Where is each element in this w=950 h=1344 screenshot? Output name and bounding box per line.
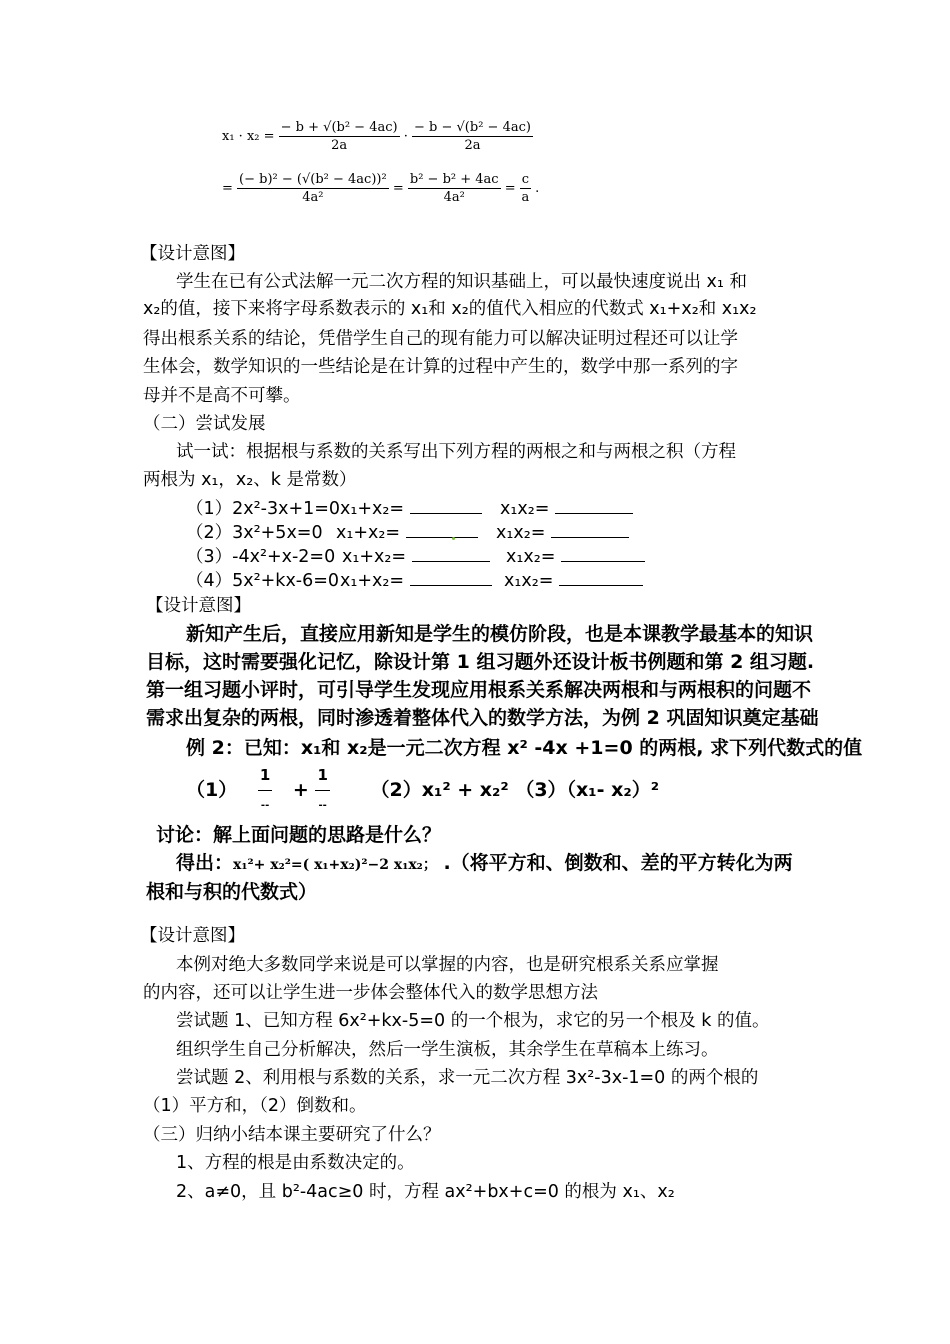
equals-sign: = [222,181,233,196]
equals-sign: = [504,181,516,196]
fraction-3-denominator: 4a² [302,190,324,205]
formula-lhs: x₁ · x₂ = [222,129,275,144]
formula-line-2 [222,172,539,205]
intro-line: 试一试：根据根与系数的关系写出下列方程的两根之和与两根之积（方程 [176,442,736,462]
marker-dot [452,537,455,540]
paragraph-line: 需求出复杂的两根，同时渗透着整体代入的数学方法，为例 2 巩固知识奠定基础 [146,707,819,729]
fraction-4 [408,172,501,205]
fraction-1-denominator: 2a [331,138,348,153]
sum-blank[interactable]: x₁+x₂= [340,569,492,593]
product-blank[interactable]: x₁x₂= [504,569,643,593]
section-heading-3: （三）归纳小结本课主要研究了什么？ [143,1125,441,1145]
reciprocal-fraction-2: $\frac{1}{--}$ [315,762,329,819]
fraction-2-numerator: − b − √(b² − 4ac) [414,120,531,135]
example-questions: （1） $\frac{1}{--}$ + $\frac{1}{--}$ （2）x₁² + x₂² （3）（x₁- x₂）² [186,762,659,819]
paragraph-line: 目标，这时需要强化记忆，除设计第 1 组习题外还设计板书例题和第 2 组习题. [146,651,815,673]
fraction-2 [412,120,533,153]
fraction-4-denominator: 4a² [443,190,465,205]
paragraph-line: 组织学生自己分析解决，然后一学生演板，其余学生在草稿本上练习。 [176,1040,719,1060]
paragraph-line: 学生在已有公式法解一元二次方程的知识基础上，可以最快速度说出 x₁ 和 [176,272,747,292]
fraction-5-denominator: a [521,190,530,205]
fraction-4-numerator: b² − b² + 4ac [409,172,499,187]
paragraph-line: （1）平方和，（2）倒数和。 [143,1096,367,1116]
design-intent-heading-1: 【设计意图】 [140,244,245,264]
product-blank[interactable]: x₁x₂= [500,497,633,521]
paragraph-line: 尝试题 2、利用根与系数的关系，求一元二次方程 3x²-3x-1=0 的两个根的 [176,1068,759,1088]
summary-item: 1、方程的根是由系数决定的。 [176,1153,415,1173]
paragraph-line: 新知产生后，直接应用新知是学生的模仿阶段，也是本课教学最基本的知识 [186,623,814,645]
formula-line-1 [222,120,533,153]
fraction-2-denominator: 2a [464,138,481,153]
fraction-1 [279,120,400,153]
product-blank[interactable]: x₁x₂= [506,545,645,569]
fraction-3-numerator: (− b)² − (√(b² − 4ac))² [239,172,387,187]
exercise-row: （1）2x²-3x+1=0 [186,499,341,519]
discussion-result-line2: 根和与积的代数式） [146,881,318,903]
multiply-dot: · [403,129,408,144]
paragraph-line: 的内容，还可以让学生进一步体会整体代入的数学思想方法 [143,983,598,1003]
sum-blank[interactable]: x₁+x₂= [342,545,490,569]
fraction-1-numerator: − b + √(b² − 4ac) [280,120,398,135]
exercise-row: （3）-4x²+x-2=0 [186,547,336,567]
paragraph-line: 生体会，数学知识的一些结论是在计算的过程中产生的，数学中那一系列的字 [143,357,738,377]
section-heading-2: （二）尝试发展 [143,414,266,434]
discussion-result: 得出：x₁²+ x₂²=( x₁+x₂)²−2 x₁x₂； .（将平方和、倒数和、差的平方转化为两 [176,852,793,874]
paragraph-line: 本例对绝大多数同学来说是可以掌握的内容，也是研究根系关系应掌握 [176,955,719,975]
fraction-5 [520,172,531,205]
sum-blank[interactable]: x₁+x₂= [336,521,478,545]
design-intent-heading-3: 【设计意图】 [140,926,245,946]
paragraph-line: 得出根系关系的结论，凭借学生自己的现有能力可以解决证明过程还可以让学 [143,329,738,349]
intro-line: 两根为 x₁，x₂、k 是常数） [143,470,357,490]
paragraph-line: x₂的值，接下来将字母系数表示的 x₁和 x₂的值代入相应的代数式 x₁+x₂和 x₁x₂ [143,299,757,319]
paragraph-line: 尝试题 1、已知方程 6x²+kx-5=0 的一个根为，求它的另一个根及 k 的值。 [176,1011,770,1031]
sum-blank[interactable]: x₁+x₂= [340,497,482,521]
example-statement: 例 2：已知：x₁和 x₂是一元二次方程 x² -4x +1=0 的两根, 求下列代数式的值 [186,737,863,759]
discussion-question: 讨论：解上面问题的思路是什么？ [156,824,442,846]
end-dot: . [535,181,540,196]
fraction-3 [237,172,389,205]
equals-sign: = [392,181,404,196]
reciprocal-fraction-1: $\frac{1}{--}$ [258,762,272,819]
design-intent-heading-2: 【设计意图】 [146,596,251,616]
product-blank[interactable]: x₁x₂= [496,521,629,545]
exercise-row: （4）5x²+kx-6=0 [186,571,340,591]
fraction-5-numerator: c [521,172,530,187]
paragraph-line: 母并不是高不可攀。 [143,386,301,406]
exercise-row: （2）3x²+5x=0 [186,523,323,543]
summary-item: 2、a≠0，且 b²-4ac≥0 时，方程 ax²+bx+c=0 的根为 x₁、x₂ [176,1182,675,1202]
paragraph-line: 第一组习题小评时，可引导学生发现应用根系关系解决两根和与两根积的问题不 [146,679,812,701]
